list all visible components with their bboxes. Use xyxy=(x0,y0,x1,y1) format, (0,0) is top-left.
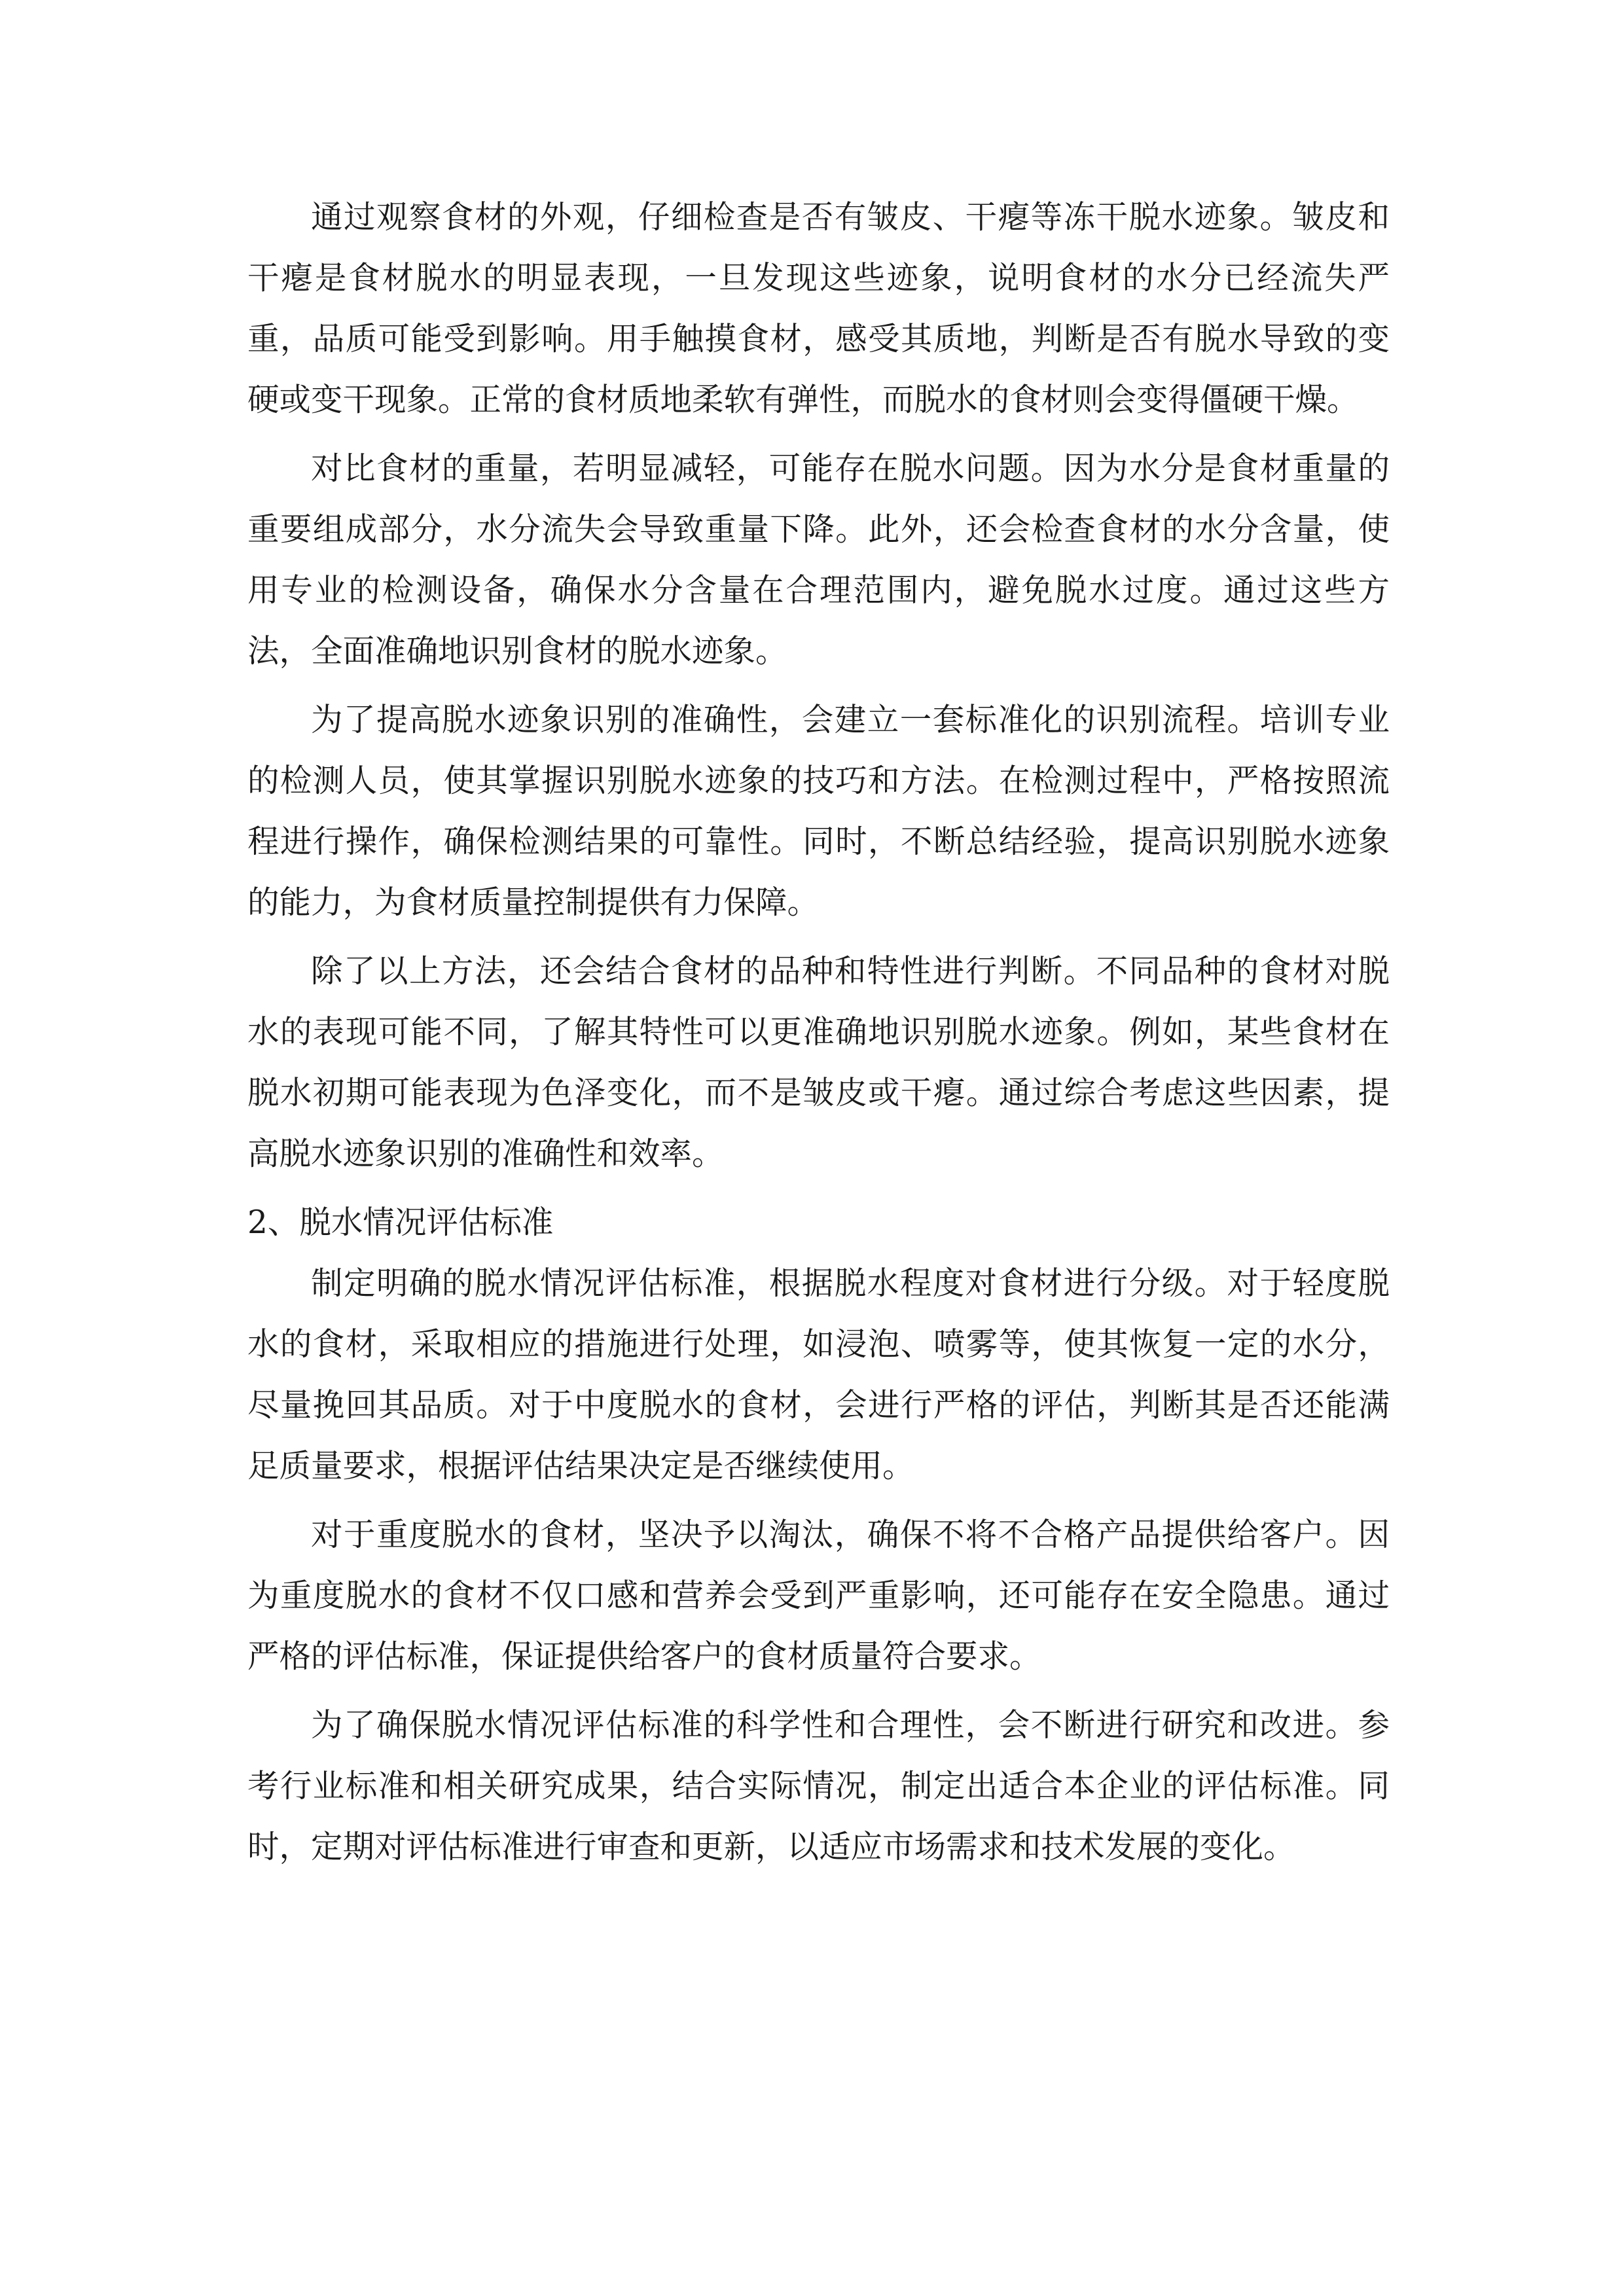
paragraph-weight-check: 对比食材的重量，若明显减轻，可能存在脱水问题。因为水分是食材重量的重要组成部分，水分流失会导致重量下降。此外，还会检查食材的水分含量，使用专业的检测设备，确保水分含量在合理范围内，避免脱水过度。通过这些方法，全面准确地识别食材的脱水迹象。 xyxy=(247,450,1390,670)
paragraph-variety-judgment: 除了以上方法，还会结合食材的品种和特性进行判断。不同品种的食材对脱水的表现可能不同，了解其特性可以更准确地识别脱水迹象。例如，某些食材在脱水初期可能表现为色泽变化，而不是皱皮或干瘪。通过综合考虑这些因素，提高脱水迹象识别的准确性和效率。 xyxy=(247,953,1390,1172)
paragraph-grading: 制定明确的脱水情况评估标准，根据脱水程度对食材进行分级。对于轻度脱水的食材，采取相应的措施进行处理，如浸泡、喷雾等，使其恢复一定的水分，尽量挽回其品质。对于中度脱水的食材，会进行严格的评估，判断其是否还能满足质量要求，根据评估结果决定是否继续使用。 xyxy=(247,1265,1390,1484)
document-body xyxy=(247,187,1390,1886)
paragraph-standard-process: 为了提高脱水迹象识别的准确性，会建立一套标准化的识别流程。培训专业的检测人员，使其掌握识别脱水迹象的技巧和方法。在检测过程中，严格按照流程进行操作，确保检测结果的可靠性。同时，不断总结经验，提高识别脱水迹象的能力，为食材质量控制提供有力保障。 xyxy=(247,702,1390,921)
paragraph-severe-dehydration: 对于重度脱水的食材，坚决予以淘汰，确保不将不合格产品提供给客户。因为重度脱水的食材不仅口感和营养会受到严重影响，还可能存在安全隐患。通过严格的评估标准，保证提供给客户的食材质量符合要求。 xyxy=(247,1516,1390,1675)
section-heading-evaluation-standard: 2、脱水情况评估标准 xyxy=(247,1204,554,1241)
paragraph-continuous-improvement: 为了确保脱水情况评估标准的科学性和合理性，会不断进行研究和改进。参考行业标准和相关研究成果，结合实际情况，制定出适合本企业的评估标准。同时，定期对评估标准进行审查和更新，以适应市场需求和技术发展的变化。 xyxy=(247,1707,1390,1865)
paragraph-appearance-check: 通过观察食材的外观，仔细检查是否有皱皮、干瘪等冻干脱水迹象。皱皮和干瘪是食材脱水的明显表现，一旦发现这些迹象，说明食材的水分已经流失严重，品质可能受到影响。用手触摸食材，感受其质地，判断是否有脱水导致的变硬或变干现象。正常的食材质地柔软有弹性，而脱水的食材则会变得僵硬干燥。 xyxy=(247,199,1390,418)
